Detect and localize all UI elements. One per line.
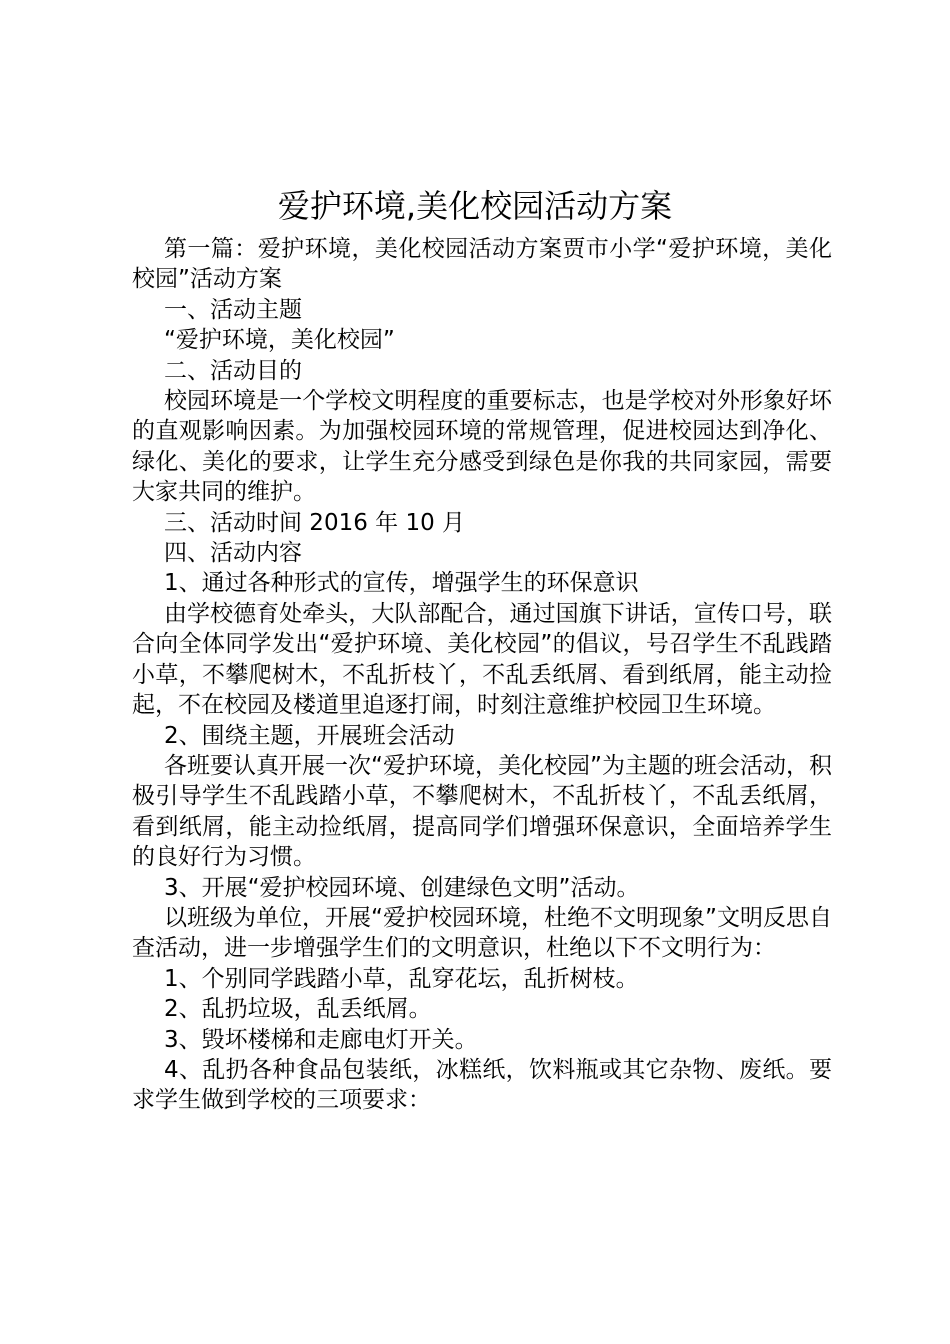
list-item-2: 2、乱扔垃圾，乱丢纸屑。 [164, 996, 432, 1023]
list-item-3: 3、毁坏楼梯和走廊电灯开关。 [164, 1026, 478, 1053]
heading-activity-time: 三、活动时间 2016 年 10 月 [164, 509, 466, 536]
document-body [132, 234, 832, 1116]
subheading-publicity: 1、通过各种形式的宣传，增强学生的环保意识 [164, 570, 639, 597]
heading-activity-purpose: 二、活动目的 [164, 357, 302, 384]
list-item-1: 1、个别同学践踏小草，乱穿花坛，乱折树枝。 [164, 965, 639, 992]
heading-activity-theme: 一、活动主题 [164, 296, 302, 323]
paragraph-intro: 第一篇：爱护环境，美化校园活动方案贾市小学“爱护环境，美化校园”活动方案 [132, 236, 832, 293]
subheading-green-civilization: 3、开展“爱护校园环境、创建绿色文明”活动。 [164, 874, 640, 901]
paragraph-theme-slogan: “爱护环境，美化校园” [164, 327, 395, 354]
paragraph-publicity: 由学校德育处牵头，大队部配合，通过国旗下讲话，宣传口号，联合向全体同学发出“爱护环境、美化校园”的倡议，号召学生不乱践踏小草，不攀爬树木，不乱折枝丫，不乱丢纸屑、看到纸屑，能主动捡起，不在校园及楼道里追逐打闹，时刻注意维护校园卫生环境。 [132, 600, 832, 719]
subheading-class-meeting: 2、围绕主题，开展班会活动 [164, 722, 455, 749]
paragraph-purpose: 校园环境是一个学校文明程度的重要标志，也是学校对外形象好坏的直观影响因素。为加强校园环境的常规管理，促进校园达到净化、绿化、美化的要求，让学生充分感受到绿色是你我的共同家园，需要大家共同的维护。 [132, 388, 832, 506]
document-title: 爱护环境,美化校园活动方案 [277, 187, 673, 225]
paragraph-self-check: 以班级为单位，开展“爱护校园环境，杜绝不文明现象”文明反思自查活动，进一步增强学生们的文明意识，杜绝以下不文明行为： [132, 904, 832, 962]
paragraph-class-meeting: 各班要认真开展一次“爱护环境，美化校园”为主题的班会活动，积极引导学生不乱践踏小草，不攀爬树木，不乱折枝丫，不乱丢纸屑，看到纸屑，能主动捡纸屑，提高同学们增强环保意识，全面培养学生的良好行为习惯。 [132, 752, 832, 871]
list-item-4: 4、乱扔各种食品包装纸，冰糕纸，饮料瓶或其它杂物、废纸。要求学生做到学校的三项要求： [132, 1056, 832, 1114]
heading-activity-content: 四、活动内容 [164, 540, 302, 567]
